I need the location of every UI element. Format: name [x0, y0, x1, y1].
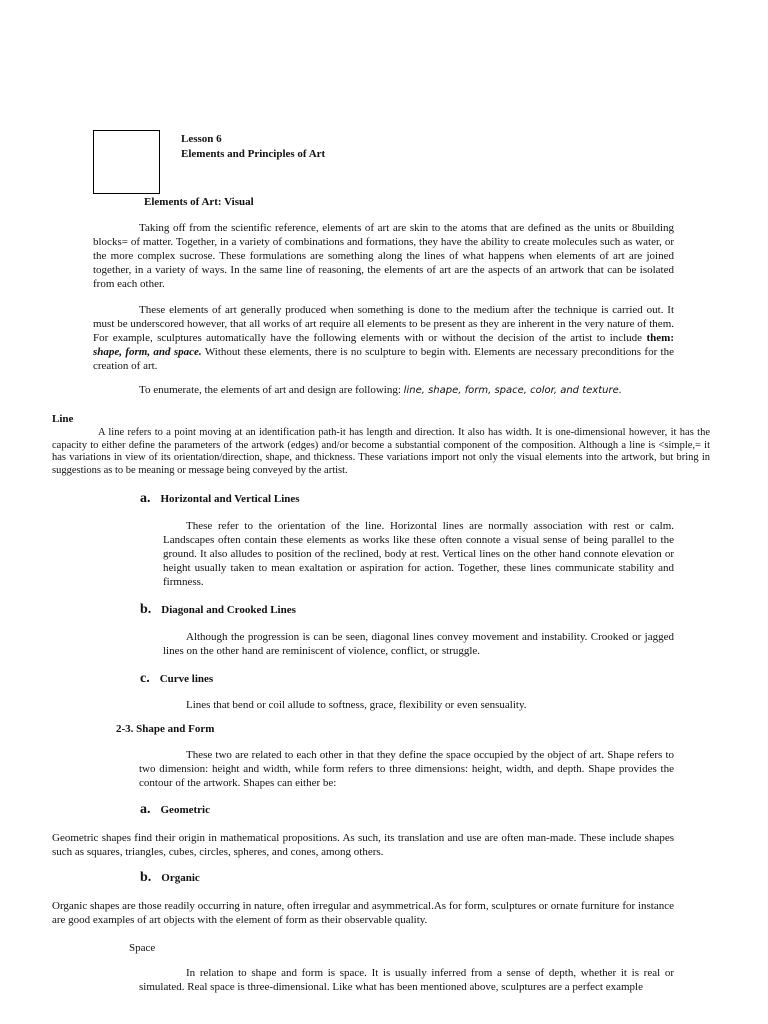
space-paragraph: In relation to shape and form is space. It is usually inferred from a sense of depth, whether it is real or simulated. Real space is three-dimensional. Like what has been mentioned above, sculptures are a perfect example [139, 967, 674, 993]
subheading-title: Organic [161, 872, 200, 884]
curve-lines-text: Lines that bend or coil allude to softness, grace, flexibility or even sensuality. [186, 699, 527, 711]
intro-p2-bold-italic: shape, form, and space. [93, 346, 202, 358]
subheading-geometric [140, 802, 210, 818]
intro-paragraph-3 [139, 384, 622, 396]
intro-p2-text-b: Without these elements, there is no sculpture to begin with. Elements are necessary preconditions for the creation of art. [93, 346, 674, 372]
intro-p3-text: To enumerate, the elements of art and design are following: [139, 384, 404, 396]
lesson-number: Lesson 6 [181, 133, 222, 145]
subheading-diagonal-crooked [140, 602, 296, 618]
subheading-organic [140, 870, 200, 886]
list-letter: b. [140, 602, 152, 617]
list-letter: a. [140, 491, 151, 506]
subheading-title: Diagonal and Crooked Lines [161, 604, 296, 616]
list-letter: c. [140, 671, 150, 686]
subheading-title: Geometric [160, 804, 210, 816]
horizontal-vertical-text: These refer to the orientation of the line. Horizontal lines are normally association with rest or calm. Landscapes often contain these elements as works like these often connote a visual sense of being parallel to the ground. It also alludes to position of the reclined, body at rest. Vertical lines on the other hand connote elevation or height usually taken to mean exaltation or aspiration for action. Together, these lines communicate stability and firmness. [163, 520, 674, 588]
diagonal-crooked-text: Although the progression is can be seen, diagonal lines convey movement and instability. Crooked or jagged lines on the other hand are reminiscent of violence, conflict, or struggle. [163, 631, 674, 657]
image-placeholder-box [93, 130, 160, 194]
organic-text: Organic shapes are those readily occurring in nature, often irregular and asymmetrical.As for form, sculptures or ornate furniture for instance are good examples of art objects with the element of form as their observable quality. [52, 900, 674, 926]
space-heading: Space [129, 942, 156, 954]
section-heading-visual: Elements of Art: Visual [144, 196, 254, 208]
intro-p2-bold: them: [646, 332, 674, 344]
line-heading: Line [52, 413, 74, 425]
shape-form-paragraph: These two are related to each other in that they define the space occupied by the object of art. Shape refers to two dimension: height and width, while form refers to three dimensions: height, width, and depth. Shape provides the contour of the artwork. Shapes can either be: [139, 749, 674, 789]
intro-paragraph-2 [93, 303, 674, 373]
intro-p2-text-a: These elements of art generally produced when something is done to the medium after the technique is carried out. It must be underscored however, that all works of art require all elements to be present as they are inherent in the very nature of them. For example, sculptures automatically have the following elements with or without the decision of the artist to include [93, 304, 674, 344]
line-paragraph: A line refers to a point moving at an identification path-it has length and direction. It also has width. It is one-dimensional however, it has the capacity to either define the parameters of the artwork (edges) and/or become a substantial component of the composition. Although a line is <simple,= it has variations in view of its orientation/direction, shape, and thickness. These variations import not only the visual elements into the artwork, but bring in suggestions as to be meaning or message being conveyed by the artist. [52, 427, 710, 476]
list-letter: b. [140, 870, 152, 885]
geometric-text: Geometric shapes find their origin in mathematical propositions. As such, its translation and use are often man-made. These include shapes such as squares, triangles, cubes, circles, spheres, and cones, among others. [52, 832, 674, 858]
subheading-title: Curve lines [159, 673, 214, 685]
list-letter: a. [140, 802, 151, 817]
subheading-title: Horizontal and Vertical Lines [160, 493, 300, 505]
subheading-curve-lines [140, 671, 213, 687]
lesson-header [181, 132, 325, 162]
shape-form-heading: 2-3. Shape and Form [116, 723, 215, 735]
intro-p3-list: line, shape, form, space, color, and texture. [403, 385, 622, 396]
intro-paragraph-1: Taking off from the scientific reference, elements of art are skin to the atoms that are defined as the units or 8building blocks= of matter. Together, in a variety of combinations and formations, they have the ability to create molecules such as water, or the more complex sucrose. These formulations are something along the lines of what happens when elements of art are joined together, in a variety of ways. In the same line of reasoning, the elements of art are the aspects of an artwork that can be isolated from each other. [93, 222, 674, 290]
lesson-title: Elements and Principles of Art [181, 148, 326, 160]
subheading-horizontal-vertical [140, 491, 300, 507]
